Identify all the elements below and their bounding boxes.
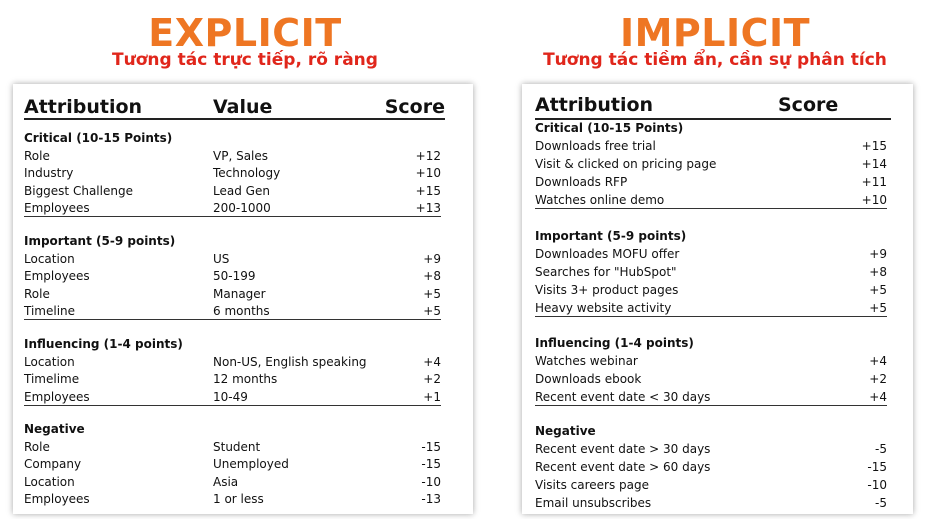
value-cell: VP, Sales — [213, 149, 269, 163]
table-row — [24, 199, 441, 217]
table-row — [24, 388, 441, 406]
header-attribution: Attribution — [24, 96, 143, 118]
section-title: Critical (10-15 Points) — [535, 121, 684, 135]
value-cell: 200-1000 — [213, 200, 271, 215]
section-title: Negative — [535, 424, 596, 438]
score-cell: +11 — [861, 175, 887, 189]
score-cell: +9 — [869, 247, 887, 261]
attribution-cell: Visits 3+ product pages — [535, 283, 679, 297]
score-cell: +8 — [869, 265, 887, 279]
value-cell: Unemployed — [213, 457, 289, 472]
attribution-cell: Timeline — [24, 303, 76, 318]
score-cell: +4 — [869, 390, 887, 404]
table-row — [24, 147, 441, 164]
score-cell: +4 — [869, 354, 887, 368]
score-cell: -15 — [421, 457, 441, 472]
header-attribution: Attribution — [535, 94, 654, 116]
attribution-cell: Email unsubscribes — [535, 496, 652, 510]
score-cell: +5 — [869, 283, 887, 297]
score-cell: +14 — [861, 157, 887, 171]
score-cell: +8 — [423, 269, 441, 284]
table-row — [24, 455, 441, 472]
header-score: Score — [778, 94, 839, 116]
score-cell: +9 — [423, 252, 441, 266]
attribution-cell: Visits careers page — [535, 478, 649, 492]
table-row — [535, 458, 887, 475]
value-cell: 50-199 — [213, 269, 256, 284]
attribution-cell: Searches for "HubSpot" — [535, 265, 677, 279]
attribution-cell: Recent event date > 60 days — [535, 460, 711, 474]
score-cell: +15 — [861, 139, 887, 153]
score-cell: +2 — [423, 372, 441, 387]
section-title: Important (5-9 points) — [535, 229, 687, 243]
table-row — [24, 285, 441, 302]
table-row — [24, 164, 441, 181]
table-row — [24, 490, 441, 507]
score-cell: +2 — [869, 372, 887, 386]
attribution-cell: Industry — [24, 166, 74, 181]
value-cell: 12 months — [213, 372, 278, 387]
score-cell: +5 — [423, 303, 441, 318]
score-cell: -15 — [421, 440, 441, 454]
score-cell: +5 — [423, 286, 441, 301]
value-cell: Asia — [213, 474, 239, 489]
section-title: Critical (10-15 Points) — [24, 131, 173, 145]
score-cell: +10 — [415, 166, 441, 181]
value-cell: Lead Gen — [213, 183, 270, 198]
table-row — [535, 352, 887, 369]
table-row — [24, 267, 441, 284]
attribution-cell: Employees — [24, 269, 90, 284]
attribution-cell: Employees — [24, 200, 90, 215]
table-row — [535, 388, 887, 406]
attribution-cell: Role — [24, 440, 50, 454]
attribution-cell: Role — [24, 286, 50, 301]
value-cell: US — [213, 252, 230, 266]
attribution-cell: Location — [24, 252, 75, 266]
score-cell: -15 — [867, 460, 887, 474]
table-row — [24, 182, 441, 199]
section-title: Influencing (1-4 points) — [535, 336, 694, 350]
table-row — [535, 245, 887, 262]
table-row — [535, 494, 887, 511]
score-cell: +10 — [861, 193, 887, 207]
table-row — [24, 370, 441, 387]
section-title: Important (5-9 points) — [24, 234, 176, 248]
value-cell: 1 or less — [213, 491, 264, 506]
score-cell: -5 — [875, 496, 887, 510]
table-row — [535, 173, 887, 190]
explicit-subtitle: Tương tác trực tiếp, rõ ràng — [112, 50, 378, 70]
value-cell: Manager — [213, 286, 266, 301]
score-cell: +4 — [423, 355, 441, 369]
table-row — [535, 155, 887, 172]
explicit-title: EXPLICIT — [148, 11, 342, 55]
table-row — [535, 440, 887, 457]
score-cell: +1 — [423, 389, 441, 404]
attribution-cell: Location — [24, 474, 75, 489]
value-cell: Non-US, English speaking — [213, 355, 367, 369]
attribution-cell: Downloads free trial — [535, 139, 656, 153]
attribution-cell: Watches webinar — [535, 354, 638, 368]
table-row — [24, 473, 441, 490]
section-title: Negative — [24, 422, 85, 436]
score-cell: -10 — [867, 478, 887, 492]
value-cell: Student — [213, 440, 261, 454]
table-row — [535, 263, 887, 280]
header-value: Value — [213, 96, 273, 118]
score-cell: -5 — [875, 442, 887, 456]
value-cell: Technology — [213, 166, 281, 181]
attribution-cell: Employees — [24, 491, 90, 506]
header-score: Score — [384, 96, 445, 118]
score-cell: +13 — [415, 200, 441, 215]
score-cell: +15 — [415, 183, 441, 198]
table-row — [24, 250, 441, 267]
implicit-scoring-table — [522, 84, 913, 514]
table-row — [535, 137, 887, 154]
implicit-title: IMPLICIT — [619, 11, 811, 55]
attribution-cell: Watches online demo — [535, 193, 665, 207]
table-row — [24, 353, 441, 370]
attribution-cell: Employees — [24, 389, 90, 404]
attribution-cell: Visit & clicked on pricing page — [535, 157, 717, 171]
explicit-scoring-table — [13, 84, 473, 514]
attribution-cell: Timelime — [24, 372, 80, 387]
table-row — [24, 438, 441, 455]
score-cell: +12 — [415, 149, 441, 163]
score-cell: +5 — [869, 301, 887, 315]
section-title: Influencing (1-4 points) — [24, 337, 183, 351]
table-header — [13, 94, 473, 120]
table-row — [535, 281, 887, 298]
attribution-cell: Downloads RFP — [535, 175, 628, 189]
header-divider — [535, 118, 891, 120]
score-cell: -13 — [421, 491, 441, 506]
attribution-cell: Downloads ebook — [535, 372, 642, 386]
attribution-cell: Role — [24, 149, 50, 163]
attribution-cell: Biggest Challenge — [24, 183, 133, 198]
value-cell: 10-49 — [213, 389, 248, 404]
table-header — [522, 92, 913, 118]
table-row — [535, 191, 887, 209]
score-cell: -10 — [421, 474, 441, 489]
attribution-cell: Recent event date < 30 days — [535, 390, 711, 404]
attribution-cell: Heavy website activity — [535, 301, 672, 315]
table-row — [535, 299, 887, 317]
header-divider — [24, 118, 445, 120]
attribution-cell: Downloades MOFU offer — [535, 247, 680, 261]
implicit-subtitle: Tương tác tiềm ẩn, cần sự phân tích — [543, 50, 887, 70]
attribution-cell: Location — [24, 355, 75, 369]
table-row — [24, 302, 441, 320]
table-row — [535, 370, 887, 387]
table-row — [535, 476, 887, 493]
value-cell: 6 months — [213, 303, 270, 318]
attribution-cell: Recent event date > 30 days — [535, 442, 711, 456]
attribution-cell: Company — [24, 457, 82, 472]
